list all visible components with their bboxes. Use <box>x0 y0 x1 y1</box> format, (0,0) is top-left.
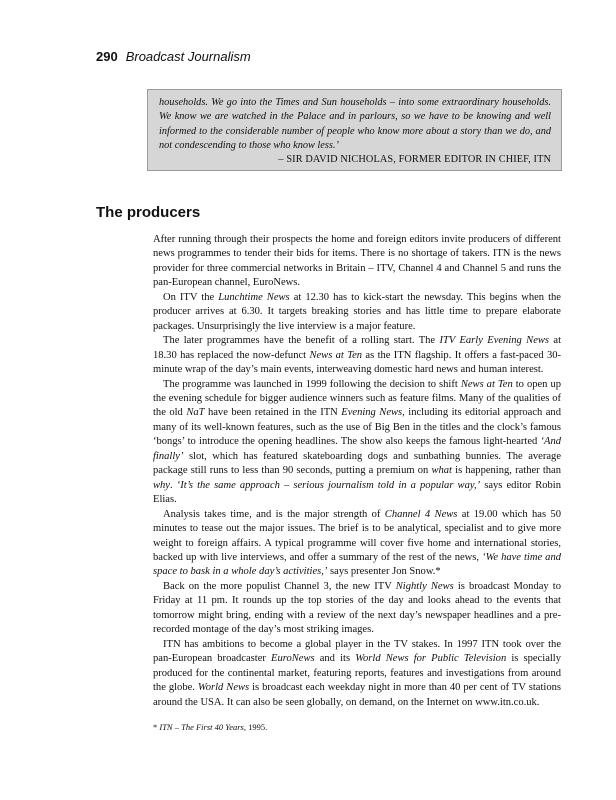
text-run: ITN has ambitions to become a global player in the TV stakes. In 1997 ITN took over the pan-European broadcaster <box>153 638 561 665</box>
running-title: Broadcast Journalism <box>125 49 251 64</box>
body-text <box>153 233 561 710</box>
text-run: . <box>170 479 177 491</box>
text-run: at 12.30 has to kick-start the newsday. This begins when the producer arrives at 6.30. It targets breaking stories and has little time to prepare elaborate packages. Unsurprisingly the live interview is a major feature. <box>153 291 561 332</box>
text-run: and its <box>314 653 356 665</box>
italic-run: World News <box>197 682 250 694</box>
paragraph <box>153 334 561 377</box>
text-run: After running through their prospects the home and foreign editors invite producers of different news programmes to tender their bids for items. There is no shortage of takers. ITN is the news provider for three commercial networks in Britain – ITV, Channel 4 and Channel 5 and runs the pan-European channel, EuroNews. <box>153 234 561 289</box>
text-run: is happening, rather than <box>451 465 561 477</box>
text-run: to open up the evening schedule for bigger audience winners such as feature films. Many of the qualities of the old <box>153 378 561 419</box>
text-run: , including its editorial approach and many of its well-known features, such as the use of Big Ben in the titles and the clock’s famous ‘bongs’ to introduce the opening headlines. The show also keeps the famous light-hearted <box>153 407 561 448</box>
text-run: says editor Robin Elias. <box>153 479 561 506</box>
section-heading: The producers <box>96 204 201 221</box>
footnote <box>153 722 267 732</box>
text-run: Back on the more populist Channel 3, the new ITV <box>163 580 396 592</box>
text-run: is broadcast Monday to Friday at 11 pm. It rounds up the top stories of the day and looks ahead to the events that tomorrow might bring, ending with a review of the next day’s newspaper headlines and a pre-recorded montage of the day’s most striking images. <box>153 580 561 636</box>
italic-run: NaT <box>186 407 205 419</box>
italic-run: Evening News <box>341 407 403 419</box>
text-run: at 18.30 has replaced the now-defunct <box>153 335 562 361</box>
italic-run: News at Ten <box>460 378 513 390</box>
footnote-marker: * <box>153 722 158 732</box>
footnote-title: ITN – The First 40 Years <box>159 722 244 732</box>
running-header <box>96 49 251 65</box>
italic-run: Channel 4 News <box>384 508 458 520</box>
paragraph <box>153 233 561 291</box>
italic-run: ITV Early Evening News <box>439 335 550 347</box>
italic-run: Nightly News <box>395 580 454 592</box>
italic-run: EuroNews <box>271 653 315 665</box>
quote-attribution: – SIR DAVID NICHOLAS, FORMER EDITOR IN CHIEF, ITN <box>278 154 551 166</box>
italic-run: what <box>431 465 452 477</box>
paragraph <box>153 638 561 710</box>
text-run: at 19.00 which has 50 minutes to tease out the major issues. The brief is to be analytical, specialist and to give more weight to foreign affairs. A typical programme will cover five home and international stories, backed up with live interviews, and offer a summary of the rest of the news, <box>153 508 561 563</box>
text-run: is specially produced for the continental market, featuring reports, features and investigations from around the globe. <box>153 653 562 694</box>
quote-box <box>147 89 562 171</box>
text-run: slot, which has featured skateboarding dogs and sunbathing bunnies. The average package still runs to less than 90 seconds, putting a premium on <box>153 450 561 477</box>
text-run: says presenter Jon Snow.* <box>327 566 441 578</box>
paragraph <box>153 378 561 508</box>
italic-run: ‘It’s the same approach – serious journalism told in a popular way,’ <box>176 479 481 491</box>
footnote-suffix: , 1995. <box>243 722 268 732</box>
paragraph <box>153 291 561 334</box>
italic-run: ‘We have time and space to bask in a whole day’s activities,’ <box>153 551 561 578</box>
italic-run: ‘And finally’ <box>153 436 561 462</box>
italic-run: World News for Public Television <box>355 653 507 665</box>
page-number: 290 <box>96 49 118 64</box>
text-run: have been retained in the ITN <box>204 407 342 419</box>
text-run: The programme was launched in 1999 following the decision to shift <box>163 378 461 390</box>
text-run: as the ITN flagship. It offers a fast-paced 30-minute wrap of the day’s main events, interweaving domestic hard news and human interest. <box>153 349 562 376</box>
paragraph <box>153 580 561 638</box>
text-run: The later programmes have the benefit of a rolling start. The <box>163 335 440 347</box>
paragraph <box>153 508 561 580</box>
quote-text: households. We go into the Times and Sun households – into some extraordinary households. We know we are watched in the Palace and in parlours, so we have to be knowing and well informed to the considerable number of people who know more about a story than we do, and not condescending to those who know less.’ <box>159 97 551 151</box>
text-run: On ITV the <box>163 291 219 303</box>
italic-run: Lunchtime News <box>218 291 290 303</box>
text-run: is broadcast each weekday night in more than 40 per cent of TV stations around the USA. It can also be seen globally, on demand, on the Internet on www.itn.co.uk. <box>153 682 561 708</box>
italic-run: why <box>153 479 170 491</box>
text-run: Analysis takes time, and is the major strength of <box>163 508 385 520</box>
italic-run: News at Ten <box>309 349 363 361</box>
